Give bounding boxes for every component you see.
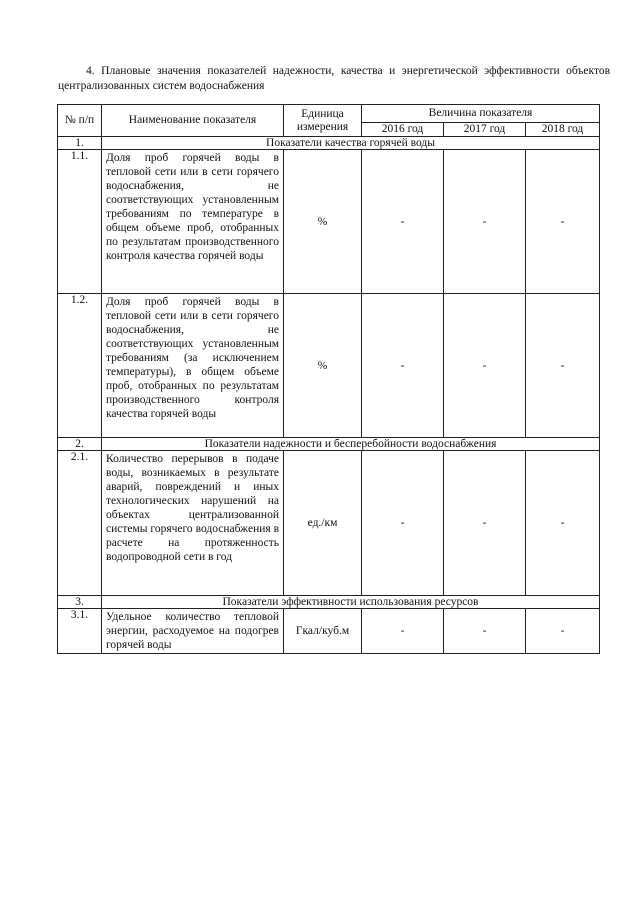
row-value-2018: - bbox=[526, 150, 600, 294]
row-value-2018: - bbox=[526, 451, 600, 596]
row-value-2016: - bbox=[362, 609, 444, 654]
header-year-2016: 2016 год bbox=[362, 123, 444, 137]
section-title: Показатели надежности и бесперебойности водоснабжения bbox=[102, 438, 600, 451]
row-value-2017: - bbox=[444, 294, 526, 438]
table-row bbox=[58, 150, 600, 294]
section-num: 2. bbox=[58, 438, 102, 451]
table-row bbox=[58, 451, 600, 596]
row-value-2016: - bbox=[362, 150, 444, 294]
section-row bbox=[58, 596, 600, 609]
indicators-table bbox=[57, 104, 600, 654]
header-name: Наименование показателя bbox=[102, 105, 284, 137]
row-unit: ед./км bbox=[284, 451, 362, 596]
section-row bbox=[58, 438, 600, 451]
row-unit: % bbox=[284, 150, 362, 294]
row-name: Доля проб горячей воды в тепловой сети или в сети горячего водоснабжения, не соответствующих установленным требованиям (за исключением температуры), в общем объеме проб, отобранных по результатам производственного контроля качества горячей воды bbox=[102, 294, 284, 438]
section-row bbox=[58, 137, 600, 150]
row-num: 1.1. bbox=[58, 150, 102, 294]
table-row bbox=[58, 294, 600, 438]
row-name: Удельное количество тепловой энергии, расходуемое на подогрев горячей воды bbox=[102, 609, 284, 654]
table-header-row bbox=[58, 105, 600, 123]
row-value-2016: - bbox=[362, 294, 444, 438]
table-row bbox=[58, 609, 600, 654]
heading-text: 4. Плановые значения показателей надежности, качества и энергетической эффективности объектов централизованных систем водоснабжения bbox=[58, 65, 610, 92]
row-value-2017: - bbox=[444, 451, 526, 596]
row-value-2018: - bbox=[526, 294, 600, 438]
row-name: Количество перерывов в подаче воды, возникаемых в результате аварий, повреждений и иных технологических нарушений на объектах централизованной системы горячего водоснабжения в расчете на протяженность водопроводной сети в год bbox=[102, 451, 284, 596]
row-num: 1.2. bbox=[58, 294, 102, 438]
section-num: 1. bbox=[58, 137, 102, 150]
row-value-2017: - bbox=[444, 609, 526, 654]
row-value-2016: - bbox=[362, 451, 444, 596]
header-year-2018: 2018 год bbox=[526, 123, 600, 137]
row-unit: % bbox=[284, 294, 362, 438]
section-title: Показатели качества горячей воды bbox=[102, 137, 600, 150]
row-value-2017: - bbox=[444, 150, 526, 294]
header-unit: Единица измерения bbox=[284, 105, 362, 137]
document-heading bbox=[58, 64, 610, 94]
section-num: 3. bbox=[58, 596, 102, 609]
row-num: 2.1. bbox=[58, 451, 102, 596]
header-num: № п/п bbox=[58, 105, 102, 137]
section-title: Показатели эффективности использования ресурсов bbox=[102, 596, 600, 609]
header-value: Величина показателя bbox=[362, 105, 600, 123]
header-year-2017: 2017 год bbox=[444, 123, 526, 137]
row-name: Доля проб горячей воды в тепловой сети или в сети горячего водоснабжения, не соответствующих установленным требованиям по температуре в общем объеме проб, отобранных по результатам производственного контроля качества горячей воды bbox=[102, 150, 284, 294]
row-unit: Гкал/куб.м bbox=[284, 609, 362, 654]
row-value-2018: - bbox=[526, 609, 600, 654]
row-num: 3.1. bbox=[58, 609, 102, 654]
